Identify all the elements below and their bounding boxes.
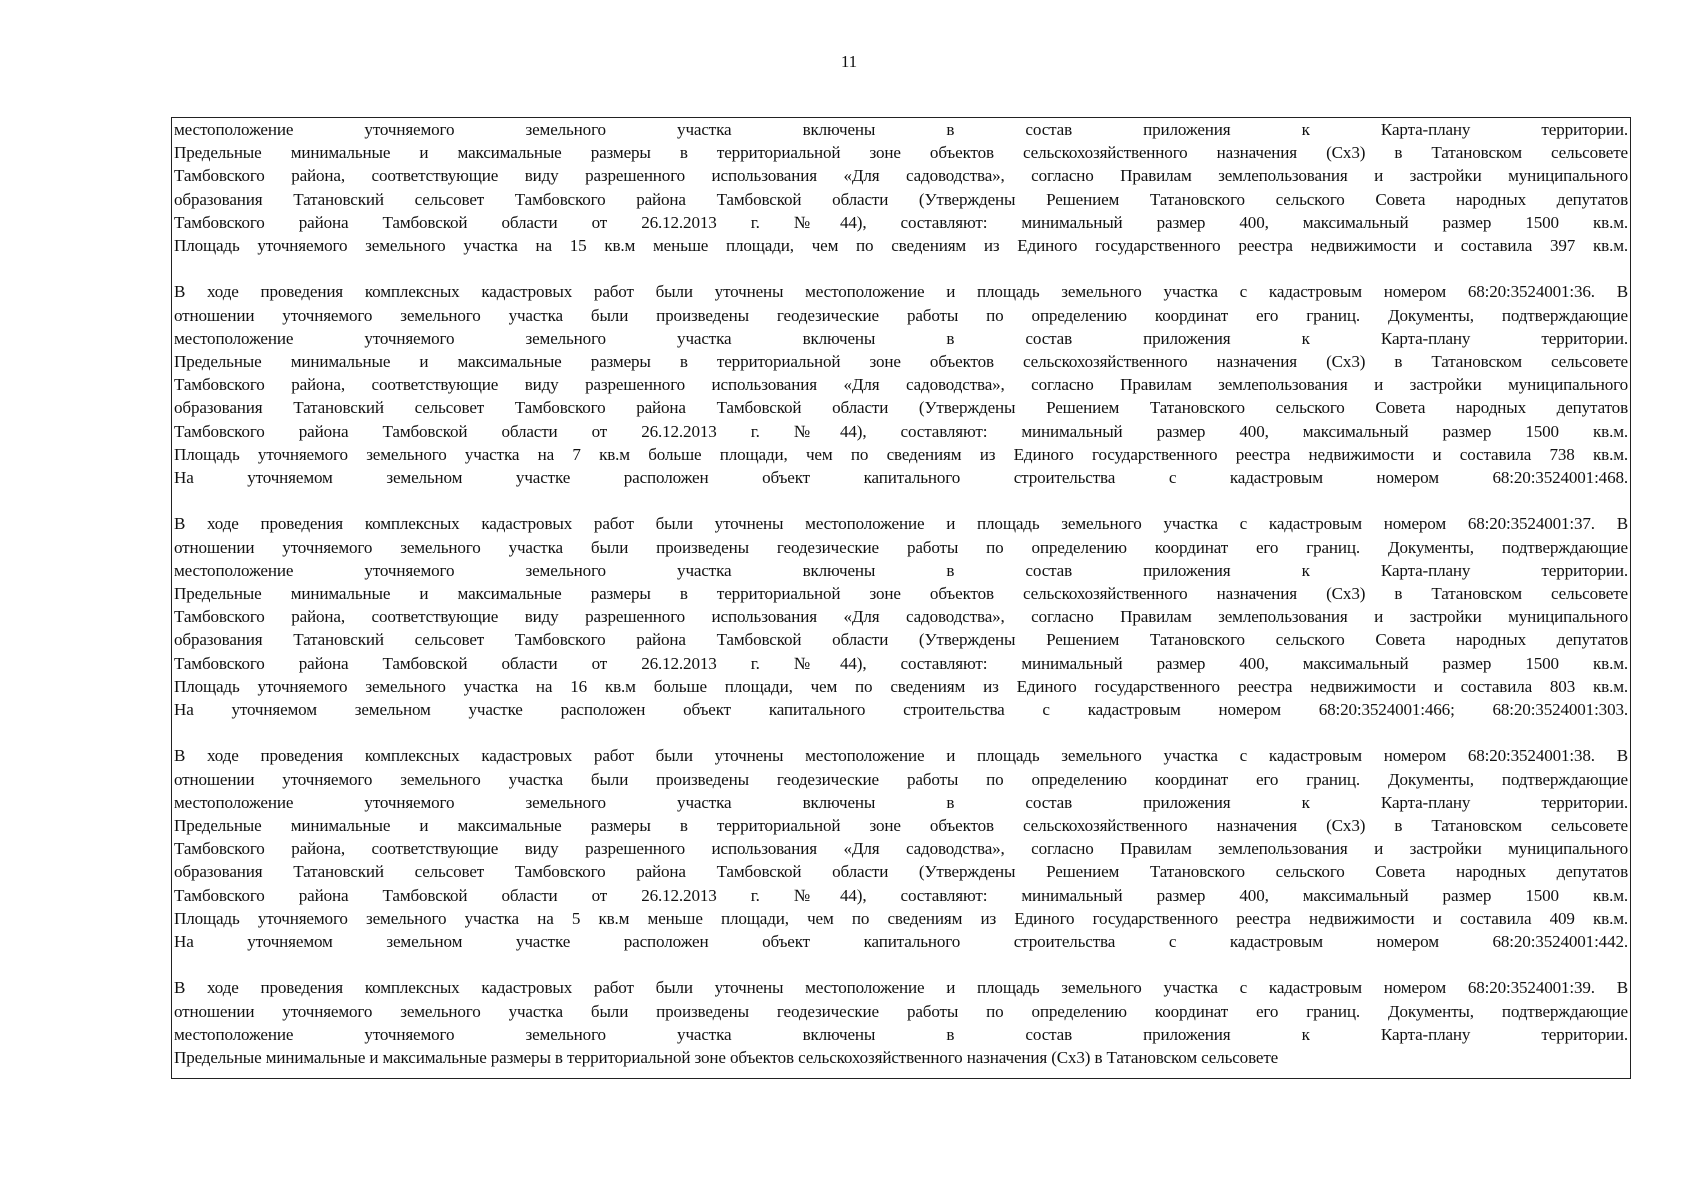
paragraph-parcel-38: [174, 744, 1628, 953]
text-line: Площадь уточняемого земельного участка на 15 кв.м меньше площади, чем по сведениям из Единого государственного реестра недвижимости и составила 397 кв.м.: [174, 236, 1628, 256]
paragraph-parcel-36: [174, 280, 1628, 489]
text-line: местоположение уточняемого земельного участка включены в состав приложения к Карта-плану территории.: [174, 328, 1628, 348]
paragraph-parcel-37: [174, 512, 1628, 721]
paragraph-gap: [174, 721, 1628, 744]
text-line: Тамбовского района, соответствующие виду разрешенного использования «Для садоводства», согласно Правилам землепользования и застройки муниципального: [174, 839, 1628, 859]
text-line: отношении уточняемого земельного участка были произведены геодезические работы по определению координат его границ. Документы, подтверждающие: [174, 769, 1628, 789]
text-line: Тамбовского района Тамбовской области от 26.12.2013 г. №44), составляют: минимальный размер 400, максимальный размер 1500 кв.м.: [174, 212, 1628, 232]
text-line: образования Татановский сельсовет Тамбовского района Тамбовской области (Утверждены Решением Татановского сельского Совета народных депутатов: [174, 630, 1628, 650]
text-line: В ходе проведения комплексных кадастровых работ были уточнены местоположение и площадь земельного участка с кадастровым номером 68:20:3524001:38. В: [174, 746, 1628, 766]
text-line: местоположение уточняемого земельного участка включены в состав приложения к Карта-плану территории.: [174, 792, 1628, 812]
text-line: образования Татановский сельсовет Тамбовского района Тамбовской области (Утверждены Решением Татановского сельского Совета народных депутатов: [174, 862, 1628, 882]
text-line: Тамбовского района Тамбовской области от 26.12.2013 г. №44), составляют: минимальный размер 400, максимальный размер 1500 кв.м.: [174, 653, 1628, 673]
text-line: местоположение уточняемого земельного участка включены в состав приложения к Карта-плану территории.: [174, 1024, 1628, 1044]
paragraph-gap: [174, 257, 1628, 280]
text-line: местоположение уточняемого земельного участка включены в состав приложения к Карта-плану территории.: [174, 120, 1628, 139]
paragraph-parcel-39: [174, 976, 1628, 1069]
text-line: отношении уточняемого земельного участка были произведены геодезические работы по определению координат его границ. Документы, подтверждающие: [174, 1001, 1628, 1021]
paragraph-continuation: [174, 118, 1628, 257]
text-line: Предельные минимальные и максимальные размеры в территориальной зоне объектов сельскохозяйственного назначения (Сх3) в Татановском сельсовете: [174, 1048, 1279, 1068]
text-line: В ходе проведения комплексных кадастровых работ были уточнены местоположение и площадь земельного участка с кадастровым номером 68:20:3524001:36. В: [174, 282, 1628, 302]
text-line: Предельные минимальные и максимальные размеры в территориальной зоне объектов сельскохозяйственного назначения (Сх3) в Татановском сельсовете: [174, 816, 1628, 836]
text-line: В ходе проведения комплексных кадастровых работ были уточнены местоположение и площадь земельного участка с кадастровым номером 68:20:3524001:37. В: [174, 514, 1628, 534]
text-line: Предельные минимальные и максимальные размеры в территориальной зоне объектов сельскохозяйственного назначения (Сх3) в Татановском сельсовете: [174, 584, 1628, 604]
text-line: Тамбовского района, соответствующие виду разрешенного использования «Для садоводства», согласно Правилам землепользования и застройки муниципального: [174, 607, 1628, 627]
text-line: На уточняемом земельном участке расположен объект капитального строительства с кадастровым номером 68:20:3524001:442.: [174, 932, 1628, 952]
text-line: образования Татановский сельсовет Тамбовского района Тамбовской области (Утверждены Решением Татановского сельского Совета народных депутатов: [174, 398, 1628, 418]
text-line: Предельные минимальные и максимальные размеры в территориальной зоне объектов сельскохозяйственного назначения (Сх3) в Татановском сельсовете: [174, 352, 1628, 372]
text-line: образования Татановский сельсовет Тамбовского района Тамбовской области (Утверждены Решением Татановского сельского Совета народных депутатов: [174, 189, 1628, 209]
paragraph-gap: [174, 489, 1628, 512]
text-line: Предельные минимальные и максимальные размеры в территориальной зоне объектов сельскохозяйственного назначения (Сх3) в Татановском сельсовете: [174, 143, 1628, 163]
text-line: Площадь уточняемого земельного участка на 5 кв.м меньше площади, чем по сведениям из Единого государственного реестра недвижимости и составила 409 кв.м.: [174, 908, 1628, 928]
text-line: На уточняемом земельном участке расположен объект капитального строительства с кадастровым номером 68:20:3524001:466; 68:20:3524001:303.: [174, 700, 1628, 720]
text-line: На уточняемом земельном участке расположен объект капитального строительства с кадастровым номером 68:20:3524001:468.: [174, 468, 1628, 488]
text-line: местоположение уточняемого земельного участка включены в состав приложения к Карта-плану территории.: [174, 560, 1628, 580]
text-line: Тамбовского района, соответствующие виду разрешенного использования «Для садоводства», согласно Правилам землепользования и застройки муниципального: [174, 375, 1628, 395]
text-line: Площадь уточняемого земельного участка на 16 кв.м больше площади, чем по сведениям из Единого государственного реестра недвижимости и составила 803 кв.м.: [174, 676, 1628, 696]
text-line: Площадь уточняемого земельного участка на 7 кв.м больше площади, чем по сведениям из Единого государственного реестра недвижимости и составила 738 кв.м.: [174, 444, 1628, 464]
text-line: Тамбовского района, соответствующие виду разрешенного использования «Для садоводства», согласно Правилам землепользования и застройки муниципального: [174, 166, 1628, 186]
paragraph-gap: [174, 953, 1628, 976]
text-line: В ходе проведения комплексных кадастровых работ были уточнены местоположение и площадь земельного участка с кадастровым номером 68:20:3524001:39. В: [174, 978, 1628, 998]
page-number: 11: [840, 52, 858, 71]
text-line: отношении уточняемого земельного участка были произведены геодезические работы по определению координат его границ. Документы, подтверждающие: [174, 537, 1628, 557]
text-line: Тамбовского района Тамбовской области от 26.12.2013 г. №44), составляют: минимальный размер 400, максимальный размер 1500 кв.м.: [174, 421, 1628, 441]
document-text-frame: [171, 117, 1631, 1079]
text-line: Тамбовского района Тамбовской области от 26.12.2013 г. №44), составляют: минимальный размер 400, максимальный размер 1500 кв.м.: [174, 885, 1628, 905]
text-line: отношении уточняемого земельного участка были произведены геодезические работы по определению координат его границ. Документы, подтверждающие: [174, 305, 1628, 325]
